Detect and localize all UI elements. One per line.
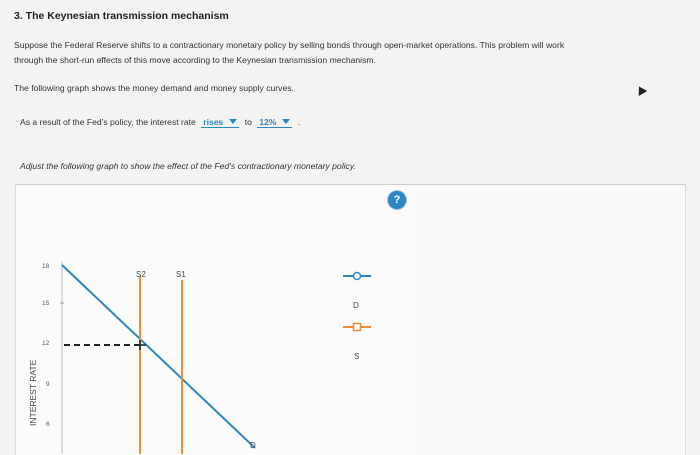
question-paragraph-line-2: through the short-run effects of this move according to the Keynesian transmission mechanism.: [14, 55, 376, 65]
result-mid: to: [244, 117, 252, 127]
help-button[interactable]: ?: [388, 191, 406, 209]
result-prefix: As a result of the Fed's policy, the interest rate: [20, 117, 196, 127]
y-tick-label: 18: [42, 263, 50, 270]
y-tick-label: 6: [46, 421, 50, 428]
rate-direction-value: rises: [203, 117, 224, 127]
question-paragraph-line-1: Suppose the Federal Reserve shifts to a contractionary monetary policy by selling bonds through open-market operations. This problem will work: [14, 40, 565, 50]
y-tick-label: 9: [46, 381, 50, 388]
demand-curve-tool[interactable]: [343, 273, 371, 280]
result-end: .: [297, 117, 301, 127]
y-axis-label: INTEREST RATE: [28, 359, 38, 426]
rate-value: 12%: [259, 117, 277, 127]
money-demand-curve[interactable]: [62, 265, 255, 448]
graph-instruction: Adjust the following graph to show the effect of the Fed's contractionary monetary policy.: [20, 161, 356, 171]
y-tick-label: 12: [42, 340, 50, 347]
equilibrium-marker[interactable]: [135, 340, 146, 350]
s2-curve-label: S2: [136, 270, 146, 279]
question-title: 3. The Keynesian transmission mechanism: [14, 10, 229, 22]
s1-curve-label: S1: [176, 270, 186, 279]
y-tick-label: 15: [42, 300, 50, 307]
demand-tool-label: D: [353, 301, 359, 310]
graph-intro-text: The following graph shows the money demand and money supply curves.: [14, 83, 294, 93]
supply-tool-label: S: [354, 352, 360, 361]
demand-curve-label: D: [250, 441, 256, 450]
supply-curve-tool[interactable]: [343, 324, 371, 331]
